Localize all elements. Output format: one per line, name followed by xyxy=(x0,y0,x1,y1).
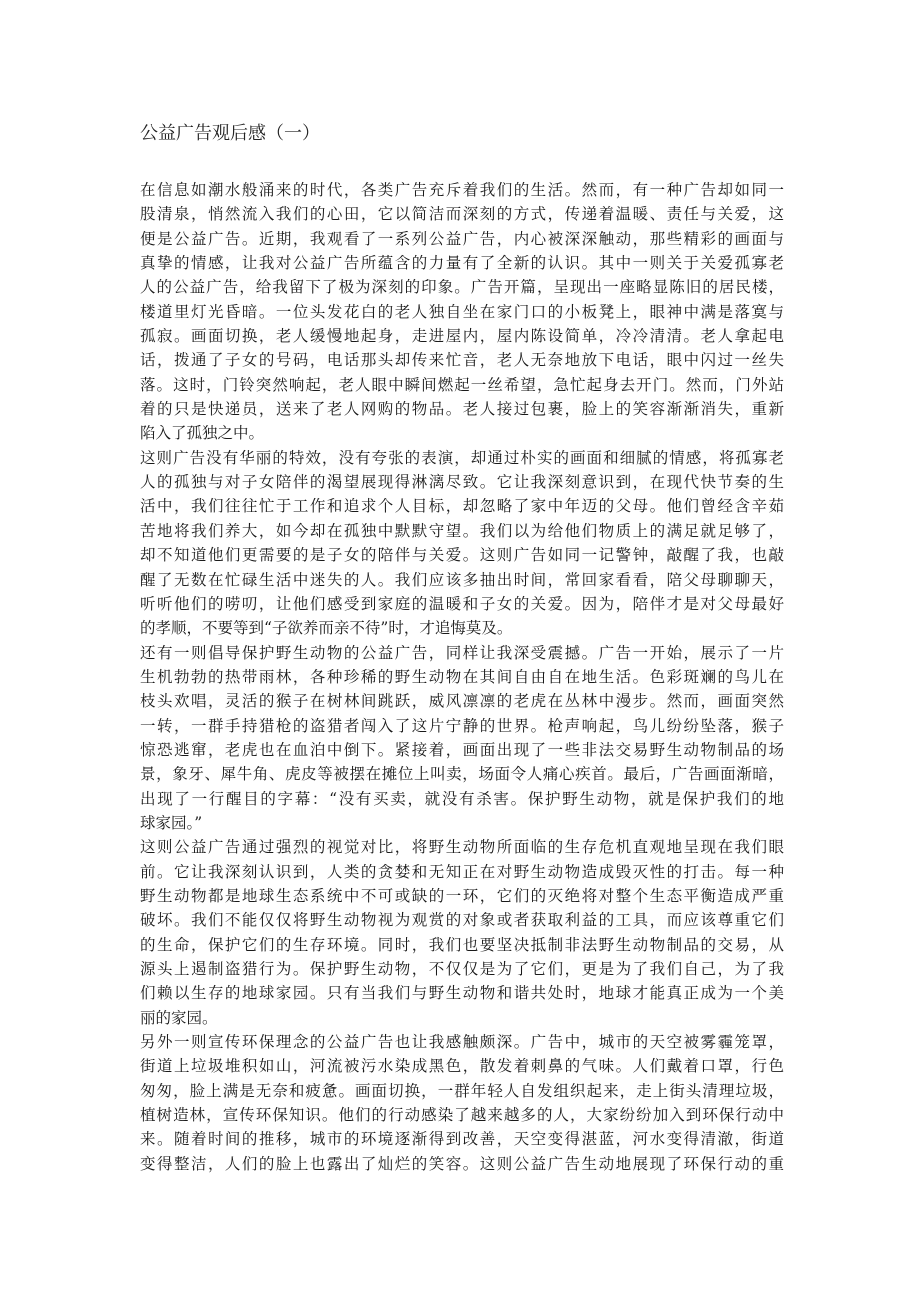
paragraph-line: 醒了无数在忙碌生活中迷失的人。我们应该多抽出时间，常回家看看，陪父母聊聊天， xyxy=(140,570,784,589)
paragraph xyxy=(140,446,784,641)
paragraph-line: 街道上垃圾堆积如山，河流被污水染成黑色，散发着刺鼻的气味。人们戴着口罩，行色 xyxy=(140,1057,784,1076)
paragraph-line: 陷入了孤独之中。 xyxy=(140,424,265,443)
paragraph-line: 人的公益广告，给我留下了极为深刻的印象。广告开篇，呈现出一座略显陈旧的居民楼， xyxy=(140,278,784,297)
paragraph-line: 还有一则倡导保护野生动物的公益广告，同样让我深受震撼。广告一开始，展示了一片 xyxy=(140,643,784,662)
paragraph-line: 却不知道他们更需要的是子女的陪伴与关爱。这则广告如同一记警钟，敲醒了我，也敲 xyxy=(140,546,784,565)
paragraph-line: 着的只是快递员，送来了老人网购的物品。老人接过包裹，脸上的笑容渐渐消失，重新 xyxy=(140,400,784,419)
paragraph xyxy=(140,835,784,1030)
document-title: 公益广告观后感（一） xyxy=(140,123,320,144)
paragraph-line: 的生命，保护它们的生存环境。同时，我们也要坚决抵制非法野生动物制品的交易，从 xyxy=(140,935,784,954)
paragraph-line: 野生动物都是地球生态系统中不可或缺的一环，它们的灭绝将对整个生态平衡造成严重 xyxy=(140,886,784,905)
paragraph-line: 匆匆，脸上满是无奈和疲惫。画面切换，一群年轻人自发组织起来，走上街头清理垃圾， xyxy=(140,1081,784,1100)
paragraph-line: 们赖以生存的地球家园。只有当我们与野生动物和谐共处时，地球才能真正成为一个美 xyxy=(140,984,784,1003)
paragraph-line: 股清泉，悄然流入我们的心田，它以简洁而深刻的方式，传递着温暖、责任与关爱，这 xyxy=(140,205,784,224)
paragraph-line: 植树造林，宣传环保知识。他们的行动感染了越来越多的人，大家纷纷加入到环保行动中 xyxy=(140,1106,784,1125)
paragraph-line: 源头上遏制盗猎行为。保护野生动物，不仅仅是为了它们，更是为了我们自己，为了我 xyxy=(140,960,784,978)
paragraph-line: 活中，我们往往忙于工作和追求个人目标，却忽略了家中年迈的父母。他们曾经含辛茹 xyxy=(140,497,784,516)
paragraph xyxy=(140,1030,784,1176)
paragraph-line: 来。随着时间的推移，城市的环境逐渐得到改善，天空变得湛蓝，河水变得清澈，街道 xyxy=(140,1130,784,1149)
paragraph-line: 听听他们的唠叨，让他们感受到家庭的温暖和子女的关爱。因为，陪伴才是对父母最好 xyxy=(140,594,784,613)
paragraph-line: 生机勃勃的热带雨林，各种珍稀的野生动物在其间自由自在地生活。色彩斑斓的鸟儿在 xyxy=(140,667,784,686)
paragraph xyxy=(140,178,784,446)
paragraph-line: 这则公益广告通过强烈的视觉对比，将野生动物所面临的生存危机直观地呈现在我们眼 xyxy=(140,838,784,857)
paragraph-line: 的孝顺，不要等到“子欲养而亲不待”时，才追悔莫及。 xyxy=(140,619,513,638)
paragraph-line: 惊恐逃窜，老虎也在血泊中倒下。紧接着，画面出现了一些非法交易野生动物制品的场 xyxy=(140,740,784,759)
paragraph-line: 球家园。” xyxy=(140,813,203,832)
paragraph-line: 在信息如潮水般涌来的时代，各类广告充斥着我们的生活。然而，有一种广告却如同一 xyxy=(140,181,784,199)
paragraph-line: 枝头欢唱，灵活的猴子在树林间跳跃，威风凛凛的老虎在丛林中漫步。然而，画面突然 xyxy=(140,692,784,711)
paragraph-line: 变得整洁，人们的脸上也露出了灿烂的笑容。这则公益广告生动地展现了环保行动的重 xyxy=(140,1154,784,1173)
paragraph-line: 便是公益广告。近期，我观看了一系列公益广告，内心被深深触动，那些精彩的画面与 xyxy=(140,229,784,248)
paragraph-line: 丽的家园。 xyxy=(140,1008,218,1027)
paragraph-line: 落。这时，门铃突然响起，老人眼中瞬间燃起一丝希望，急忙起身去开门。然而，门外站 xyxy=(140,375,784,394)
paragraph-line: 景，象牙、犀牛角、虎皮等被摆在摊位上叫卖，场面令人痛心疾首。最后，广告画面渐暗， xyxy=(140,765,784,784)
paragraph-line: 破坏。我们不能仅仅将野生动物视为观赏的对象或者获取利益的工具，而应该尊重它们 xyxy=(140,911,784,930)
paragraph-line: 孤寂。画面切换，老人缓慢地起身，走进屋内，屋内陈设简单，冷冷清清。老人拿起电 xyxy=(140,327,784,346)
paragraph xyxy=(140,641,784,836)
paragraph-line: 另外一则宣传环保理念的公益广告也让我感触颇深。广告中，城市的天空被雾霾笼罩， xyxy=(140,1033,784,1052)
document-body xyxy=(140,178,784,1176)
paragraph-line: 前。它让我深刻认识到，人类的贪婪和无知正在对野生动物造成毁灭性的打击。每一种 xyxy=(140,862,784,881)
paragraph-line: 话，拨通了子女的号码，电话那头却传来忙音，老人无奈地放下电话，眼中闪过一丝失 xyxy=(140,351,784,370)
paragraph-line: 出现了一行醒目的字幕：“没有买卖，就没有杀害。保护野生动物，就是保护我们的地 xyxy=(140,789,784,808)
paragraph-line: 一转，一群手持猎枪的盗猎者闯入了这片宁静的世界。枪声响起，鸟儿纷纷坠落，猴子 xyxy=(140,716,784,735)
paragraph-line: 人的孤独与对子女陪伴的渴望展现得淋漓尽致。它让我深刻意识到，在现代快节奏的生 xyxy=(140,473,784,492)
paragraph-line: 苦地将我们养大，如今却在孤独中默默守望。我们以为给他们物质上的满足就足够了， xyxy=(140,521,784,540)
paragraph-line: 楼道里灯光昏暗。一位头发花白的老人独自坐在家门口的小板凳上，眼神中满是落寞与 xyxy=(140,302,784,321)
paragraph-line: 真挚的情感，让我对公益广告所蕴含的力量有了全新的认识。其中一则关于关爱孤寡老 xyxy=(140,254,784,273)
paragraph-line: 这则广告没有华丽的特效，没有夸张的表演，却通过朴实的画面和细腻的情感，将孤寡老 xyxy=(140,448,784,467)
